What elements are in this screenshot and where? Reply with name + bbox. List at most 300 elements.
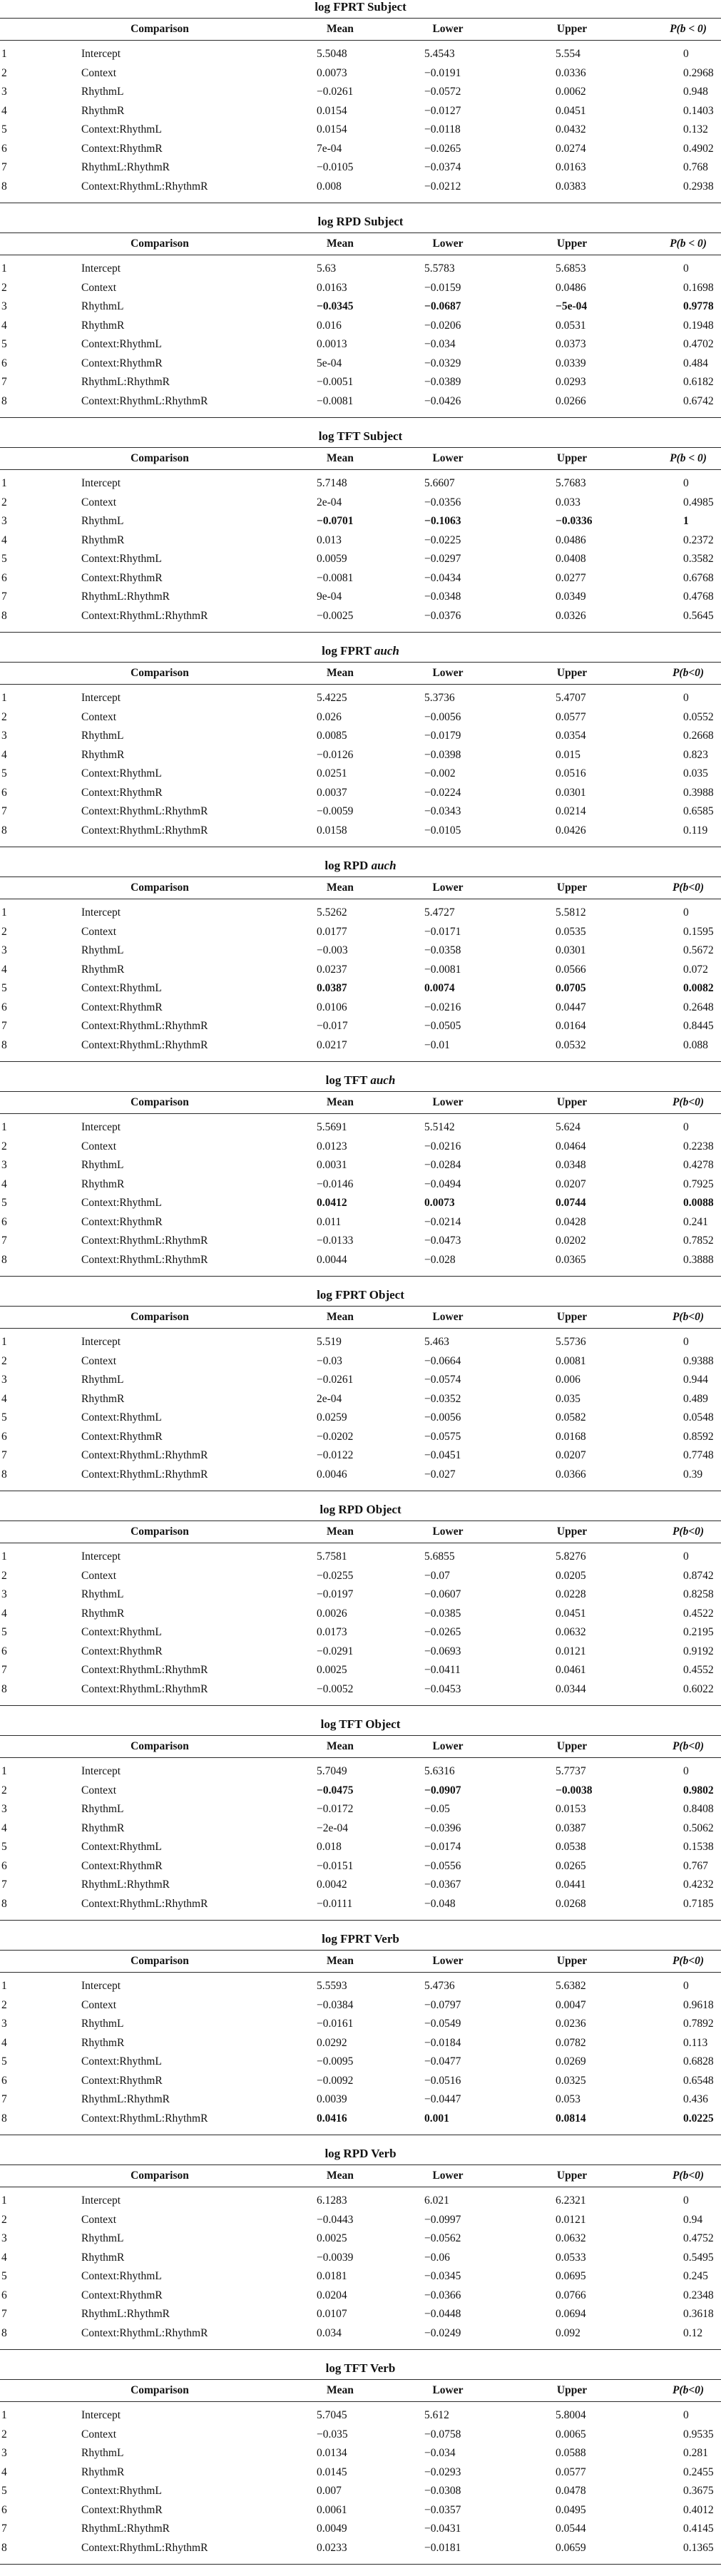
cell-p: 0.3618 [683,2308,714,2320]
cell-lower: −0.05 [424,1803,450,1815]
cell-upper: 0.0451 [556,1607,586,1620]
cell-p: 0.9618 [683,1998,714,2011]
cell-idx: 2 [1,1998,7,2011]
cell-idx: 1 [1,692,7,704]
cell-p: 0.8742 [683,1569,714,1582]
cell-mean: 7e-04 [317,142,342,155]
cell-upper: 0.0486 [556,533,586,546]
cell-p: 0.1595 [683,925,714,938]
cell-mean: −0.0081 [317,394,354,407]
table-title-italic: auch [370,1073,396,1087]
cell-mean: 0.0013 [317,338,347,350]
cell-comp: Context:RhythmL [81,1197,162,1209]
cell-p: 0.5495 [683,2251,714,2264]
cell-idx: 1 [1,906,7,919]
cell-idx: 3 [1,1159,7,1171]
header-comparison: Comparison [131,667,189,679]
cell-lower: 5.4543 [424,48,455,60]
cell-idx: 7 [1,161,7,173]
cell-mean: −0.003 [317,944,348,956]
table-title [0,1717,721,1732]
cell-mean: −0.0261 [317,1374,354,1386]
cell-lower: −0.0505 [424,1020,461,1032]
cell-upper: 0.0269 [556,2055,586,2068]
cell-lower: −0.07 [424,1569,450,1582]
cell-lower: −0.0607 [424,1588,461,1600]
cell-upper: 0.0121 [556,2213,586,2226]
cell-idx: 5 [1,1411,7,1424]
cell-p: 0.132 [683,123,708,136]
cell-p: 0.241 [683,1215,708,1228]
cell-mean: −0.0151 [317,1859,354,1872]
cell-idx: 2 [1,1784,7,1796]
cell-p: 0 [683,906,689,919]
cell-p: 0.1698 [683,281,714,294]
cell-upper: 0.0533 [556,2251,586,2264]
cell-lower: −0.027 [424,1468,456,1481]
cell-comp: Context [81,281,117,294]
cell-p: 0.113 [683,2036,708,2049]
cell-comp: Context [81,710,117,723]
cell-idx: 3 [1,300,7,312]
cell-idx: 7 [1,2523,7,2535]
cell-upper: 0.0348 [556,1159,586,1171]
header-comparison: Comparison [131,2384,189,2396]
cell-upper: 5.8276 [556,1550,586,1563]
cell-comp: Intercept [81,1765,121,1777]
cell-idx: 7 [1,805,7,817]
cell-lower: −0.0494 [424,1177,461,1190]
cell-idx: 4 [1,104,7,117]
cell-lower: 5.463 [424,1336,449,1348]
cell-mean: −0.0261 [317,86,354,98]
cell-comp: RhythmR [81,1177,125,1190]
header-probability: P(b<0) [672,2169,705,2182]
cell-idx: 3 [1,1588,7,1600]
cell-lower: −0.0293 [424,2465,461,2478]
stats-table-6 [0,1073,721,1288]
stats-table-7 [0,1288,721,1503]
cell-mean: 5.7148 [317,477,347,489]
header-probability: P(b<0) [672,667,705,679]
cell-idx: 3 [1,2447,7,2459]
cell-mean: 0.0085 [317,730,347,742]
cell-idx: 5 [1,1197,7,1209]
cell-p: 0.4985 [683,496,714,508]
cell-mean: 0.0073 [317,66,347,79]
cell-comp: RhythmL [81,515,124,527]
cell-p: 0 [683,692,689,704]
cell-p: 0.1365 [683,2541,714,2554]
header-mean: Mean [327,1311,354,1323]
cell-upper: 0.0447 [556,1001,586,1013]
cell-comp: Context:RhythmR [81,1001,163,1013]
bottom-rule [0,1276,721,1277]
cell-mean: 5.63 [317,262,337,275]
cell-upper: 0.0207 [556,1177,586,1190]
cell-idx: 6 [1,357,7,369]
cell-comp: Context:RhythmR [81,1645,163,1657]
cell-mean: 0.0387 [317,982,347,994]
table-title-text: log RPD Verb [324,2147,397,2160]
cell-lower: −0.0367 [424,1879,461,1891]
stats-table-8 [0,1503,721,1717]
cell-p: 0.0552 [683,710,714,723]
header-upper: Upper [556,667,588,679]
cell-mean: 0.0217 [317,1038,347,1051]
cell-mean: −0.0475 [317,1784,354,1796]
cell-idx: 8 [1,609,7,622]
cell-idx: 1 [1,2194,7,2207]
table-title [0,859,721,873]
cell-p: 0.0088 [683,1197,714,1209]
cell-mean: −0.0105 [317,161,354,173]
cell-mean: 5.5691 [317,1121,347,1133]
cell-comp: Intercept [81,1980,121,1992]
cell-upper: 5.5736 [556,1336,586,1348]
cell-upper: 0.0062 [556,86,586,98]
cell-p: 0.489 [683,1392,708,1405]
cell-p: 0 [683,477,689,489]
top-rule [0,232,721,233]
cell-lower: −0.0398 [424,748,461,761]
cell-p: 0.2668 [683,730,714,742]
cell-upper: 0.0577 [556,2465,586,2478]
cell-lower: −0.0516 [424,2074,461,2087]
cell-idx: 8 [1,2541,7,2554]
cell-comp: RhythmL:RhythmR [81,376,170,388]
cell-comp: RhythmL:RhythmR [81,2308,170,2320]
cell-mean: −0.0202 [317,1430,354,1443]
cell-idx: 1 [1,48,7,60]
cell-upper: 0.0344 [556,1682,586,1695]
header-comparison: Comparison [131,1740,189,1752]
cell-upper: 0.0047 [556,1998,586,2011]
cell-upper: −5e-04 [556,300,588,312]
stats-table-3 [0,429,721,644]
cell-mean: −0.0126 [317,748,354,761]
cell-comp: Intercept [81,1336,121,1348]
bottom-rule [0,2564,721,2565]
cell-idx: 8 [1,1468,7,1481]
cell-idx: 7 [1,1449,7,1461]
bottom-rule [0,2349,721,2350]
cell-upper: 0.053 [556,2093,581,2105]
cell-comp: Context [81,2428,117,2440]
cell-upper: 0.0293 [556,376,586,388]
header-comparison: Comparison [131,23,189,35]
cell-comp: Intercept [81,1550,121,1563]
cell-comp: RhythmL:RhythmR [81,1879,170,1891]
cell-idx: 4 [1,533,7,546]
cell-lower: −0.0174 [424,1841,461,1853]
cell-upper: −0.0038 [556,1784,593,1796]
table-title [0,215,721,229]
cell-comp: Context:RhythmL [81,2485,162,2497]
cell-mean: −0.0039 [317,2251,354,2264]
cell-p: 0 [683,1765,689,1777]
table-title [0,644,721,658]
cell-p: 0.436 [683,2093,708,2105]
cell-p: 0.4278 [683,1159,714,1171]
header-probability: P(b < 0) [670,237,707,250]
header-comparison: Comparison [131,1525,189,1538]
cell-upper: 0.0349 [556,591,586,603]
cell-lower: −0.0118 [424,123,461,136]
table-title-text: log FPRT Subject [315,0,406,14]
cell-p: 0.5062 [683,1821,714,1834]
stats-table-12 [0,2361,721,2576]
cell-mean: −0.0345 [317,300,354,312]
cell-idx: 6 [1,786,7,799]
cell-comp: Context:RhythmL:RhythmR [81,1020,208,1032]
cell-idx: 2 [1,710,7,723]
header-comparison: Comparison [131,881,189,894]
header-mean: Mean [327,2169,354,2182]
cell-lower: 5.4736 [424,1980,455,1992]
header-rule [0,2401,721,2402]
cell-p: 0.5672 [683,944,714,956]
header-lower: Lower [432,1740,464,1752]
cell-upper: 0.0782 [556,2036,586,2049]
cell-upper: 5.624 [556,1121,581,1133]
cell-p: 0.035 [683,767,708,780]
header-probability: P(b<0) [672,881,705,894]
cell-lower: −0.0224 [424,786,461,799]
header-mean: Mean [327,452,354,464]
cell-mean: 0.0049 [317,2523,347,2535]
cell-p: 0.4768 [683,591,714,603]
cell-mean: 0.016 [317,319,342,332]
header-probability: P(b < 0) [670,23,707,35]
cell-comp: Context:RhythmL:RhythmR [81,1449,208,1461]
cell-idx: 7 [1,2308,7,2320]
table-title [0,1288,721,1302]
cell-lower: −0.0434 [424,571,461,584]
cell-comp: Intercept [81,692,121,704]
cell-idx: 6 [1,1859,7,1872]
cell-mean: −0.0051 [317,376,354,388]
cell-comp: Intercept [81,48,121,60]
header-lower: Lower [432,667,464,679]
cell-p: 0.1538 [683,1841,714,1853]
table-title [0,429,721,444]
cell-comp: RhythmR [81,319,125,332]
cell-mean: 0.0158 [317,824,347,837]
cell-comp: RhythmL [81,1159,124,1171]
header-probability: P(b < 0) [670,452,707,464]
cell-lower: −0.0159 [424,281,461,294]
cell-lower: 5.612 [424,2409,449,2421]
cell-lower: −0.034 [424,2447,456,2459]
cell-p: 0.6768 [683,571,714,584]
bottom-rule [0,1920,721,1921]
cell-lower: −0.0179 [424,730,461,742]
cell-mean: −0.0052 [317,1682,354,1695]
cell-p: 0.2938 [683,180,714,193]
cell-upper: 0.0277 [556,571,586,584]
cell-upper: 0.0339 [556,357,586,369]
cell-comp: RhythmR [81,2036,125,2049]
cell-mean: 0.0039 [317,2093,347,2105]
cell-comp: Context:RhythmL [81,338,162,350]
cell-comp: Context:RhythmR [81,2289,163,2301]
cell-comp: Context [81,925,117,938]
cell-upper: 0.092 [556,2326,581,2339]
cell-comp: RhythmL [81,944,124,956]
cell-mean: 6.1283 [317,2194,347,2207]
cell-upper: 0.0354 [556,730,586,742]
cell-p: 0.6585 [683,805,714,817]
cell-comp: RhythmL [81,300,124,312]
cell-idx: 1 [1,477,7,489]
cell-mean: −0.0092 [317,2074,354,2087]
header-lower: Lower [432,2169,464,2182]
cell-upper: 0.0373 [556,338,586,350]
cell-upper: 0.0383 [556,180,586,193]
cell-mean: −0.0025 [317,609,354,622]
cell-comp: RhythmL [81,86,124,98]
cell-p: 0.9535 [683,2428,714,2440]
cell-upper: 0.0265 [556,1859,586,1872]
cell-upper: 0.035 [556,1392,581,1405]
header-comparison: Comparison [131,1096,189,1108]
cell-mean: 0.0106 [317,1001,347,1013]
header-lower: Lower [432,237,464,250]
cell-mean: −0.0081 [317,571,354,584]
cell-p: 0.7185 [683,1897,714,1910]
cell-mean: 0.0025 [317,2232,347,2244]
cell-p: 0 [683,1980,689,1992]
cell-upper: 0.0266 [556,394,586,407]
cell-upper: 0.0121 [556,1645,586,1657]
table-title-text: log TFT [325,1073,371,1087]
cell-upper: 0.0336 [556,66,586,79]
cell-comp: Context [81,1140,117,1152]
cell-mean: −0.017 [317,1020,348,1032]
cell-upper: 0.0366 [556,1468,586,1481]
cell-upper: 0.0228 [556,1588,586,1600]
top-rule [0,662,721,663]
cell-comp: Intercept [81,906,121,919]
header-rule [0,1113,721,1114]
cell-p: 0.948 [683,86,708,98]
header-probability: P(b<0) [672,1955,705,1967]
cell-mean: 0.0061 [317,2503,347,2516]
cell-upper: 0.0544 [556,2523,586,2535]
cell-upper: 0.0694 [556,2308,586,2320]
cell-comp: Context:RhythmL:RhythmR [81,180,208,193]
cell-idx: 3 [1,1803,7,1815]
cell-p: 0.8445 [683,1020,714,1032]
cell-upper: 0.0408 [556,553,586,565]
cell-lower: −0.0664 [424,1354,461,1367]
header-upper: Upper [556,1955,588,1967]
cell-idx: 8 [1,824,7,837]
cell-comp: RhythmL:RhythmR [81,2093,170,2105]
cell-lower: −0.0171 [424,925,461,938]
cell-idx: 6 [1,1001,7,1013]
cell-idx: 2 [1,66,7,79]
cell-comp: Intercept [81,2409,121,2421]
cell-mean: 0.034 [317,2326,342,2339]
cell-p: 0.4232 [683,1879,714,1891]
header-comparison: Comparison [131,452,189,464]
cell-mean: −0.035 [317,2428,348,2440]
cell-mean: 0.0154 [317,104,347,117]
cell-lower: −0.0105 [424,824,461,837]
cell-upper: 0.033 [556,496,581,508]
header-lower: Lower [432,452,464,464]
cell-lower: −0.0127 [424,104,461,117]
cell-lower: −0.034 [424,338,456,350]
cell-idx: 6 [1,1215,7,1228]
cell-p: 0.8408 [683,1803,714,1815]
header-mean: Mean [327,2384,354,2396]
cell-idx: 1 [1,1980,7,1992]
cell-lower: −0.0385 [424,1607,461,1620]
cell-p: 0 [683,48,689,60]
cell-upper: 0.0428 [556,1215,586,1228]
cell-mean: 0.0163 [317,281,347,294]
cell-comp: Context [81,2213,117,2226]
cell-idx: 2 [1,1354,7,1367]
cell-upper: 0.0705 [556,982,586,994]
cell-idx: 3 [1,730,7,742]
header-rule [0,1757,721,1758]
cell-p: 0.4752 [683,2232,714,2244]
stats-table-1 [0,0,721,215]
cell-idx: 3 [1,1374,7,1386]
cell-comp: RhythmL [81,2232,124,2244]
cell-mean: 2e-04 [317,1392,342,1405]
cell-mean: 0.0416 [317,2112,347,2125]
cell-idx: 5 [1,982,7,994]
cell-upper: 0.0326 [556,609,586,622]
cell-upper: 0.0582 [556,1411,586,1424]
cell-mean: −0.0146 [317,1177,354,1190]
cell-comp: RhythmL:RhythmR [81,2523,170,2535]
cell-upper: 0.0632 [556,1626,586,1638]
cell-lower: −0.0206 [424,319,461,332]
cell-mean: −0.0095 [317,2055,354,2068]
cell-idx: 6 [1,1430,7,1443]
cell-comp: RhythmR [81,2465,125,2478]
cell-upper: 0.0464 [556,1140,586,1152]
cell-comp: RhythmL [81,2447,124,2459]
cell-lower: −0.01 [424,1038,450,1051]
cell-p: 0.9192 [683,1645,714,1657]
top-rule [0,1950,721,1951]
cell-p: 0.7748 [683,1449,714,1461]
cell-mean: 5.4225 [317,692,347,704]
cell-idx: 2 [1,1569,7,1582]
cell-idx: 8 [1,1253,7,1266]
cell-mean: 5.7049 [317,1765,347,1777]
cell-idx: 8 [1,1897,7,1910]
cell-upper: 0.0236 [556,2018,586,2030]
table-title [0,1932,721,1946]
table-title-text: log TFT Verb [325,2361,396,2375]
cell-lower: −0.048 [424,1897,456,1910]
cell-comp: Context:RhythmL:RhythmR [81,805,208,817]
cell-upper: 0.0163 [556,161,586,173]
cell-idx: 1 [1,1121,7,1133]
cell-upper: 0.0301 [556,944,586,956]
cell-idx: 4 [1,319,7,332]
cell-idx: 7 [1,376,7,388]
cell-comp: RhythmR [81,1607,125,1620]
